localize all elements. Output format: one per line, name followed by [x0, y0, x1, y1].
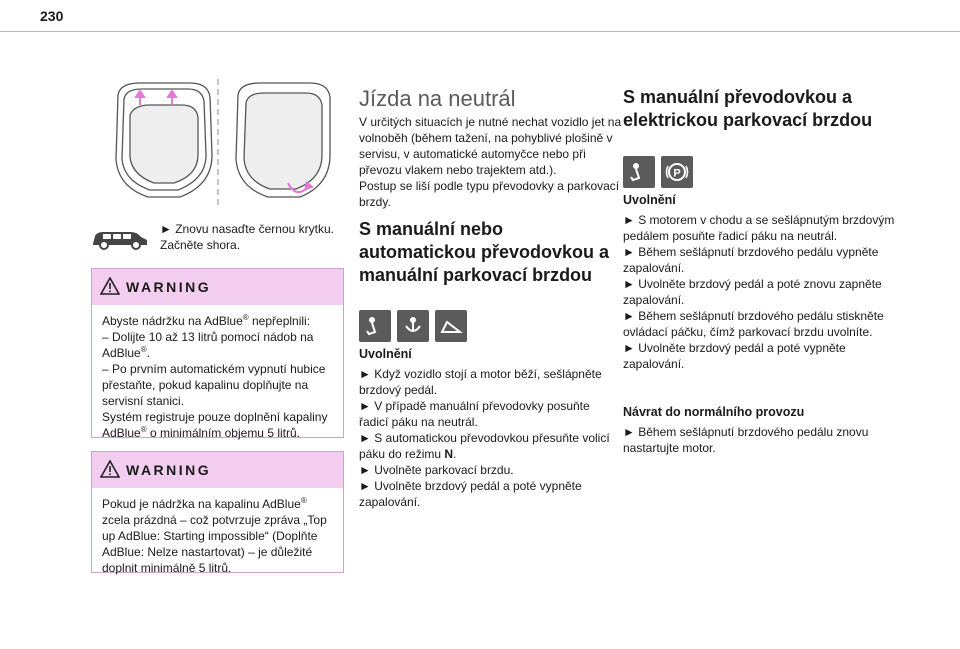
normal-operation-steps: [623, 424, 895, 456]
warning-triangle-icon: [100, 277, 120, 295]
manual-brake-icons: [359, 310, 467, 342]
normal-operation-subheading: Návrat do normálního provozu: [623, 405, 805, 419]
step: ► S automatickou převodovkou přesuňte volicí páku do režimu N.: [359, 431, 610, 461]
adblue-cap-illustration: [100, 75, 332, 210]
step: ► Během sešlápnutí brzdového pedálu vypněte zapalování.: [623, 245, 879, 275]
release-steps: [359, 366, 621, 510]
step: ► Uvolněte brzdový pedál a poté vypněte zapalování.: [359, 479, 582, 509]
release-subheading: Uvolnění: [623, 193, 676, 207]
warning-line: Abyste nádržku na AdBlue® nepřeplnili:: [102, 313, 311, 328]
release-steps: [623, 212, 895, 372]
warning-text: Pokud je nádržka na kapalinu AdBlue® zcela prázdná – což potvrzuje zpráva „Top up AdBlue: Starting impossible“ (Doplňte AdBlue: Nelze nastartovat) – je důležité doplnit minimálně 5 litrů.: [102, 496, 327, 575]
svg-text:P: P: [673, 167, 681, 180]
step: ► Uvolněte parkovací brzdu.: [359, 463, 514, 477]
warning-title: WARNING: [126, 462, 212, 478]
gear-lever-icon: [359, 310, 391, 342]
header-rule: [0, 31, 960, 32]
warning-box-empty-tank: [91, 451, 344, 573]
step: ► Když vozidlo stojí a motor běží, sešlápněte brzdový pedál.: [359, 367, 602, 397]
step: ► Uvolněte brzdový pedál a poté vypněte zapalování.: [623, 341, 846, 371]
step: ► Během sešlápnutí brzdového pedálu znovu nastartujte motor.: [623, 425, 869, 455]
warning-line: – Po prvním automatickém vypnutí hubice přestaňte, pokud kapalinu doplňujte na servisní stanici.: [102, 362, 326, 408]
van-icon: [91, 228, 149, 250]
step: ► Uvolněte brzdový pedál a poté znovu zapněte zapalování.: [623, 277, 882, 307]
automatic-gearbox-icon: [397, 310, 429, 342]
parking-brake-lever-icon: [435, 310, 467, 342]
electric-brake-heading: S manuální převodovkou a elektrickou parkovací brzdou: [623, 87, 873, 130]
page-number: 230: [40, 8, 64, 24]
manual-brake-heading: S manuální nebo automatickou převodovkou a manuální parkovací brzdou: [359, 219, 610, 285]
intro-text: V určitých situacích je nutné nechat vozidlo jet na volnoběh (během tažení, na pohyblivé plošině v servisu, v automatické automyčce nebo při převozu vlakem nebo trajektem atd.).: [359, 115, 622, 177]
step: ► S motorem v chodu a se sešlápnutým brzdovým pedálem posuňte řadicí páku na neutrál.: [623, 213, 895, 243]
intro-text-2: Postup se liší podle typu převodovky a parkovací brzdy.: [359, 179, 620, 209]
warning-header: [92, 452, 343, 488]
step: ► Během sešlápnutí brzdového pedálu stiskněte ovládací páčku, čímž parkovací brzdu uvolníte.: [623, 309, 884, 339]
electric-parking-brake-icon: [661, 156, 693, 188]
warning-line: – Dolijte 10 až 13 litrů pomocí nádob na AdBlue®.: [102, 330, 314, 360]
gear-lever-icon: [623, 156, 655, 188]
release-subheading: Uvolnění: [359, 347, 412, 361]
warning-box-overfill: [91, 268, 344, 438]
reinstall-cap-note: ► Znovu nasaďte černou krytku. Začněte shora.: [160, 222, 334, 252]
warning-header: [92, 269, 343, 305]
warning-title: WARNING: [126, 279, 212, 295]
electric-brake-icons: [623, 156, 693, 188]
warning-line: Systém registruje pouze doplnění kapaliny AdBlue® o minimálním objemu 5 litrů.: [102, 410, 328, 440]
step: ► V případě manuální převodovky posuňte řadicí páku na neutrál.: [359, 399, 590, 429]
warning-triangle-icon: [100, 460, 120, 478]
section-title: Jízda na neutrál: [359, 86, 516, 111]
